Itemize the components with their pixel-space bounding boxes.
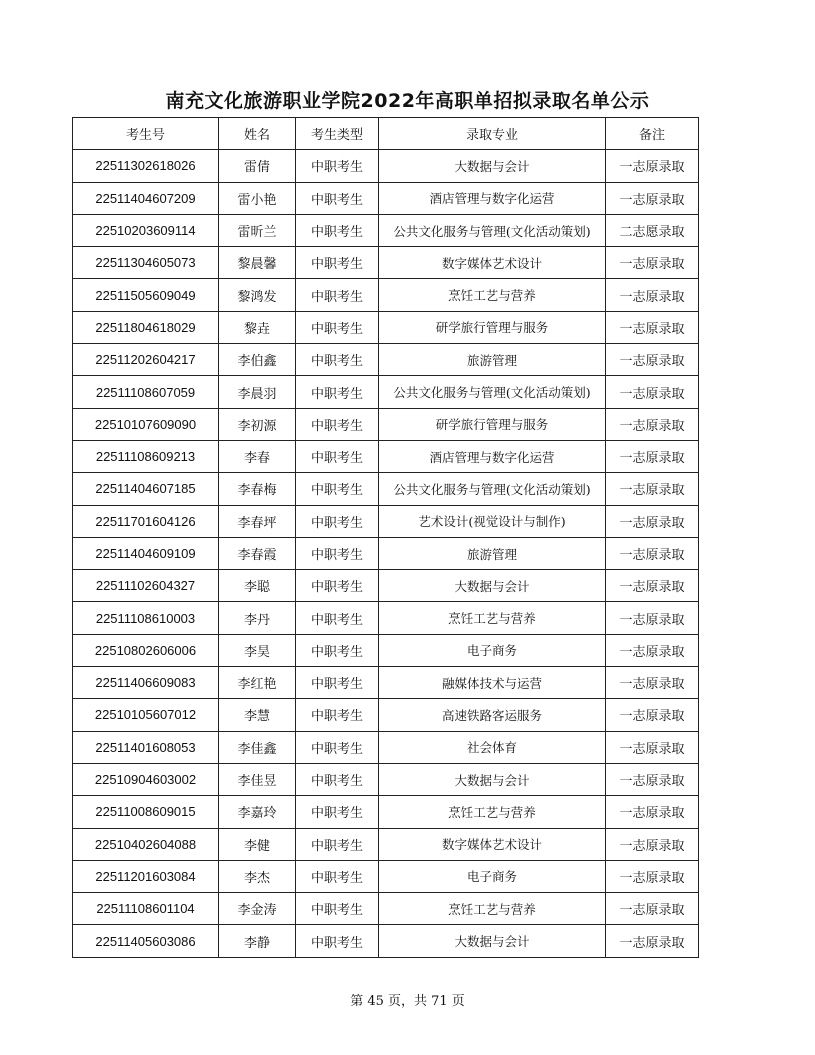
table-row [73, 311, 699, 343]
cell-name: 李红艳 [219, 667, 296, 699]
cell-name: 李佳昱 [219, 763, 296, 795]
table-row [73, 440, 699, 472]
cell-admitted-major: 烹饪工艺与营养 [379, 893, 606, 925]
cell-admitted-major: 高速铁路客运服务 [379, 699, 606, 731]
cell-remark: 一志原录取 [606, 376, 699, 408]
cell-remark: 一志原录取 [606, 279, 699, 311]
table-row [73, 408, 699, 440]
cell-exam-number: 22510105607012 [73, 699, 219, 731]
cell-exam-number: 22511404609109 [73, 537, 219, 569]
cell-name: 李丹 [219, 602, 296, 634]
cell-exam-number: 22510802606006 [73, 634, 219, 666]
cell-admitted-major: 旅游管理 [379, 537, 606, 569]
cell-exam-number: 22511108601104 [73, 893, 219, 925]
cell-name: 李昊 [219, 634, 296, 666]
cell-candidate-type: 中职考生 [296, 311, 379, 343]
cell-remark: 一志原录取 [606, 602, 699, 634]
cell-remark: 一志原录取 [606, 893, 699, 925]
cell-candidate-type: 中职考生 [296, 763, 379, 795]
page-title: 南充文化旅游职业学院2022年高职单招拟录取名单公示 [165, 90, 650, 112]
cell-remark: 一志原录取 [606, 634, 699, 666]
cell-exam-number: 22511108609213 [73, 440, 219, 472]
cell-exam-number: 22510107609090 [73, 408, 219, 440]
cell-remark: 一志原录取 [606, 860, 699, 892]
cell-candidate-type: 中职考生 [296, 699, 379, 731]
cell-remark: 一志原录取 [606, 731, 699, 763]
cell-remark: 一志原录取 [606, 537, 699, 569]
cell-remark: 一志原录取 [606, 570, 699, 602]
table-row [73, 860, 699, 892]
cell-exam-number: 22511401608053 [73, 731, 219, 763]
cell-candidate-type: 中职考生 [296, 667, 379, 699]
table-row [73, 505, 699, 537]
table-row [73, 537, 699, 569]
table-row [73, 182, 699, 214]
cell-remark: 一志原录取 [606, 182, 699, 214]
cell-admitted-major: 融媒体技术与运营 [379, 667, 606, 699]
cell-exam-number: 22511701604126 [73, 505, 219, 537]
cell-candidate-type: 中职考生 [296, 925, 379, 957]
cell-candidate-type: 中职考生 [296, 796, 379, 828]
cell-admitted-major: 公共文化服务与管理(文化活动策划) [379, 214, 606, 246]
cell-name: 李杰 [219, 860, 296, 892]
table-row [73, 214, 699, 246]
cell-name: 雷倩 [219, 150, 296, 182]
cell-admitted-major: 大数据与会计 [379, 925, 606, 957]
cell-exam-number: 22511405603086 [73, 925, 219, 957]
cell-name: 李慧 [219, 699, 296, 731]
cell-exam-number: 22511304605073 [73, 247, 219, 279]
table-row [73, 893, 699, 925]
cell-name: 雷小艳 [219, 182, 296, 214]
cell-admitted-major: 烹饪工艺与营养 [379, 279, 606, 311]
cell-admitted-major: 公共文化服务与管理(文化活动策划) [379, 376, 606, 408]
cell-name: 黎垚 [219, 311, 296, 343]
header-admitted-major: 录取专业 [379, 118, 606, 150]
cell-candidate-type: 中职考生 [296, 182, 379, 214]
table-row [73, 763, 699, 795]
cell-admitted-major: 社会体育 [379, 731, 606, 763]
cell-admitted-major: 大数据与会计 [379, 570, 606, 602]
cell-admitted-major: 电子商务 [379, 860, 606, 892]
cell-remark: 二志愿录取 [606, 214, 699, 246]
cell-candidate-type: 中职考生 [296, 408, 379, 440]
table-row [73, 247, 699, 279]
header-candidate-type: 考生类型 [296, 118, 379, 150]
cell-name: 雷昕兰 [219, 214, 296, 246]
cell-remark: 一志原录取 [606, 440, 699, 472]
cell-name: 李聪 [219, 570, 296, 602]
cell-remark: 一志原录取 [606, 505, 699, 537]
cell-exam-number: 22511102604327 [73, 570, 219, 602]
cell-name: 李春 [219, 440, 296, 472]
cell-admitted-major: 酒店管理与数字化运营 [379, 182, 606, 214]
cell-candidate-type: 中职考生 [296, 860, 379, 892]
cell-name: 李金涛 [219, 893, 296, 925]
cell-admitted-major: 数字媒体艺术设计 [379, 247, 606, 279]
cell-candidate-type: 中职考生 [296, 828, 379, 860]
cell-admitted-major: 大数据与会计 [379, 150, 606, 182]
table-row [73, 376, 699, 408]
page-number: 第 45 页，共 71 页 [350, 994, 465, 1009]
table-row [73, 925, 699, 957]
cell-candidate-type: 中职考生 [296, 505, 379, 537]
cell-exam-number: 22511404607209 [73, 182, 219, 214]
cell-remark: 一志原录取 [606, 763, 699, 795]
table-row [73, 344, 699, 376]
cell-admitted-major: 艺术设计(视觉设计与制作) [379, 505, 606, 537]
cell-candidate-type: 中职考生 [296, 279, 379, 311]
table-row [73, 828, 699, 860]
cell-admitted-major: 数字媒体艺术设计 [379, 828, 606, 860]
cell-candidate-type: 中职考生 [296, 570, 379, 602]
cell-remark: 一志原录取 [606, 828, 699, 860]
cell-exam-number: 22511505609049 [73, 279, 219, 311]
table-header-row [73, 118, 699, 150]
cell-exam-number: 22511404607185 [73, 473, 219, 505]
cell-admitted-major: 烹饪工艺与营养 [379, 796, 606, 828]
table-row [73, 796, 699, 828]
cell-exam-number: 22511302618026 [73, 150, 219, 182]
cell-remark: 一志原录取 [606, 925, 699, 957]
cell-name: 李春坪 [219, 505, 296, 537]
cell-remark: 一志原录取 [606, 408, 699, 440]
cell-exam-number: 22511108607059 [73, 376, 219, 408]
cell-exam-number: 22511008609015 [73, 796, 219, 828]
cell-remark: 一志原录取 [606, 796, 699, 828]
cell-candidate-type: 中职考生 [296, 376, 379, 408]
table-row [73, 570, 699, 602]
table-row [73, 731, 699, 763]
cell-exam-number: 22511108610003 [73, 602, 219, 634]
cell-exam-number: 22510904603002 [73, 763, 219, 795]
cell-remark: 一志原录取 [606, 473, 699, 505]
cell-name: 黎鸿发 [219, 279, 296, 311]
header-exam-number: 考生号 [73, 118, 219, 150]
cell-candidate-type: 中职考生 [296, 344, 379, 376]
cell-name: 李春霞 [219, 537, 296, 569]
cell-exam-number: 22511406609083 [73, 667, 219, 699]
cell-admitted-major: 大数据与会计 [379, 763, 606, 795]
cell-remark: 一志原录取 [606, 667, 699, 699]
table-row [73, 473, 699, 505]
cell-name: 李初源 [219, 408, 296, 440]
table-row [73, 667, 699, 699]
cell-candidate-type: 中职考生 [296, 731, 379, 763]
cell-candidate-type: 中职考生 [296, 150, 379, 182]
admission-table [72, 117, 699, 958]
cell-remark: 一志原录取 [606, 247, 699, 279]
cell-admitted-major: 酒店管理与数字化运营 [379, 440, 606, 472]
header-name: 姓名 [219, 118, 296, 150]
cell-candidate-type: 中职考生 [296, 214, 379, 246]
table-row [73, 602, 699, 634]
cell-remark: 一志原录取 [606, 344, 699, 376]
cell-candidate-type: 中职考生 [296, 440, 379, 472]
table-row [73, 699, 699, 731]
table-row [73, 634, 699, 666]
cell-admitted-major: 电子商务 [379, 634, 606, 666]
cell-candidate-type: 中职考生 [296, 893, 379, 925]
cell-exam-number: 22510402604088 [73, 828, 219, 860]
cell-exam-number: 22511804618029 [73, 311, 219, 343]
cell-name: 黎晨馨 [219, 247, 296, 279]
cell-candidate-type: 中职考生 [296, 634, 379, 666]
cell-admitted-major: 研学旅行管理与服务 [379, 408, 606, 440]
cell-name: 李健 [219, 828, 296, 860]
cell-name: 李静 [219, 925, 296, 957]
cell-remark: 一志原录取 [606, 150, 699, 182]
cell-name: 李伯鑫 [219, 344, 296, 376]
cell-candidate-type: 中职考生 [296, 602, 379, 634]
cell-name: 李嘉玲 [219, 796, 296, 828]
cell-candidate-type: 中职考生 [296, 473, 379, 505]
cell-admitted-major: 旅游管理 [379, 344, 606, 376]
cell-candidate-type: 中职考生 [296, 537, 379, 569]
cell-exam-number: 22511201603084 [73, 860, 219, 892]
header-remark: 备注 [606, 118, 699, 150]
cell-exam-number: 22511202604217 [73, 344, 219, 376]
cell-admitted-major: 研学旅行管理与服务 [379, 311, 606, 343]
cell-remark: 一志原录取 [606, 311, 699, 343]
cell-remark: 一志原录取 [606, 699, 699, 731]
cell-admitted-major: 公共文化服务与管理(文化活动策划) [379, 473, 606, 505]
table-row [73, 150, 699, 182]
cell-name: 李佳鑫 [219, 731, 296, 763]
cell-name: 李晨羽 [219, 376, 296, 408]
cell-exam-number: 22510203609114 [73, 214, 219, 246]
cell-admitted-major: 烹饪工艺与营养 [379, 602, 606, 634]
cell-candidate-type: 中职考生 [296, 247, 379, 279]
cell-name: 李春梅 [219, 473, 296, 505]
table-row [73, 279, 699, 311]
